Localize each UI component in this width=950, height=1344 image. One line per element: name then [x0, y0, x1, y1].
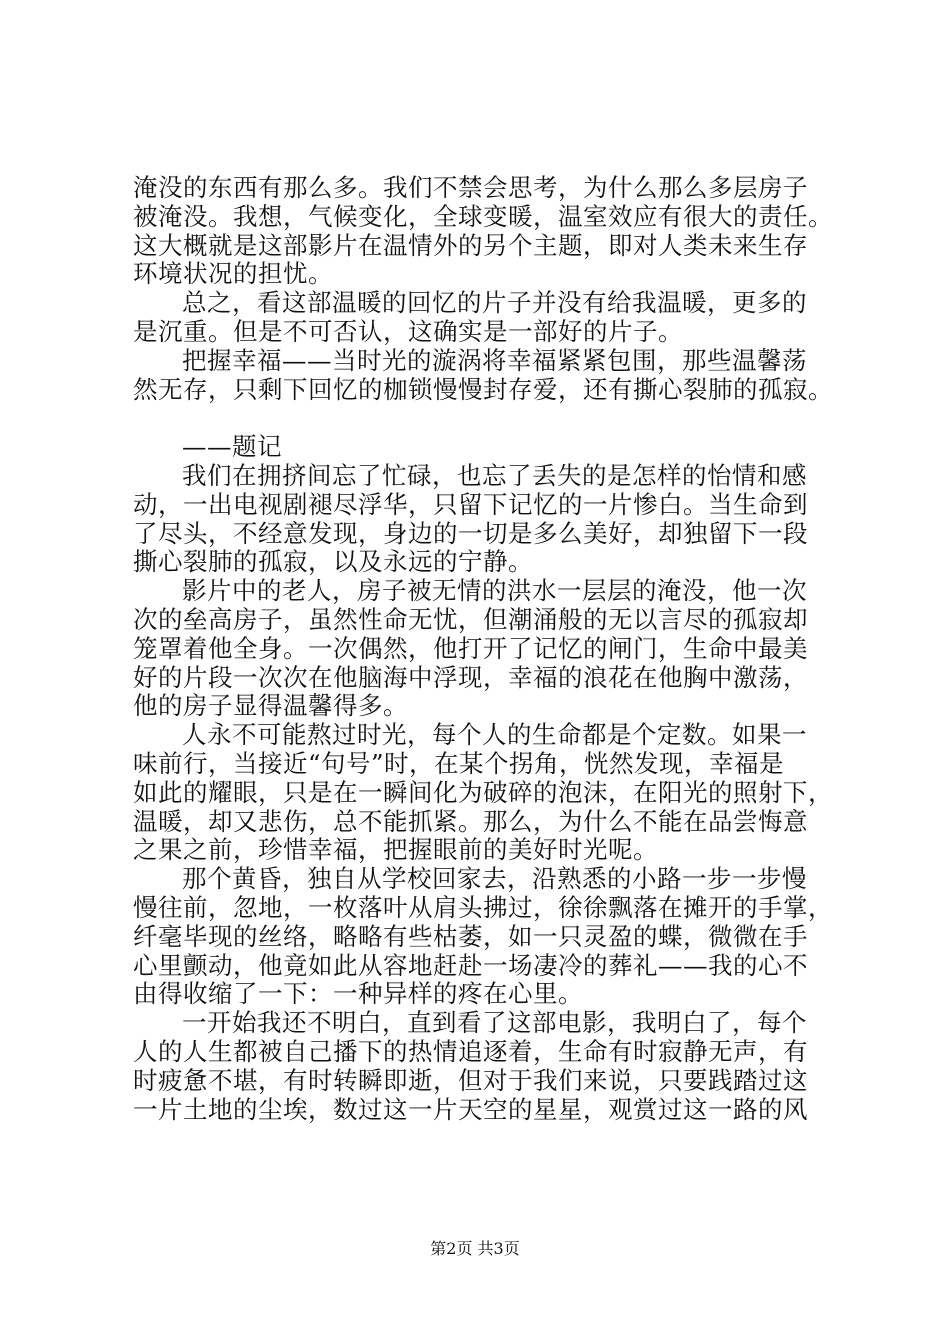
text-line: 把握幸福——当时光的漩涡将幸福紧紧包围，那些温馨荡: [182, 345, 807, 375]
text-line: 人的人生都被自己播下的热情追逐着，生命有时寂静无声，有: [133, 1036, 808, 1066]
text-line: 笼罩着他全身。一次偶然，他打开了记忆的闸门，生命中最美: [133, 633, 808, 663]
text-line: 心里颤动，他竟如此从容地赶赴一场凄冷的葬礼——我的心不: [133, 950, 808, 980]
text-line: 了尽头，不经意发现，身边的一切是多么美好，却独留下一段: [133, 518, 808, 548]
page-footer: 第2页 共3页: [430, 1239, 520, 1258]
text-line: 我们在拥挤间忘了忙碌，也忘了丢失的是怎样的怡情和感: [182, 460, 807, 490]
text-line: 动，一出电视剧褪尽浮华，只留下记忆的一片惨白。当生命到: [133, 489, 808, 519]
text-line: 纤毫毕现的丝络，略略有些枯萎，如一只灵盈的蝶，微微在手: [133, 921, 808, 951]
text-line: 那个黄昏，独自从学校回家去，沿熟悉的小路一步一步慢: [182, 864, 807, 894]
text-line: 时疲惫不堪，有时转瞬即逝，但对于我们来说，只要践踏过这: [133, 1065, 808, 1095]
text-line: 淹没的东西有那么多。我们不禁会思考，为什么那么多层房子: [133, 173, 808, 202]
text-line: ——题记: [182, 432, 282, 462]
text-line: 温暖，却又悲伤，总不能抓紧。那么，为什么不能在品尝悔意: [133, 806, 808, 836]
text-line: 影片中的老人，房子被无情的洪水一层层的淹没，他一次: [182, 576, 807, 606]
text-line: 由得收缩了一下：一种异样的疼在心里。: [133, 979, 583, 1009]
text-line: 慢往前，忽地，一枚落叶从肩头拂过，徐徐飘落在摊开的手掌，: [133, 892, 833, 922]
text-line: 他的房子显得温馨得多。: [133, 691, 408, 721]
text-line: 环境状况的担忧。: [133, 259, 333, 289]
text-line: 次的垒高房子，虽然性命无忧，但潮涌般的无以言尽的孤寂却: [133, 604, 808, 634]
text-line: 一开始我还不明白，直到看了这部电影，我明白了，每个: [182, 1008, 807, 1038]
text-line: 一片土地的尘埃，数过这一片天空的星星，观赏过这一路的风: [133, 1094, 808, 1124]
text-line: 之果之前，珍惜幸福，把握眼前的美好时光呢。: [133, 835, 658, 865]
text-line: 味前行，当接近“句号”时，在某个拐角，恍然发现，幸福是: [133, 748, 785, 778]
document-body: [133, 174, 833, 1124]
text-line: 好的片段一次次在他脑海中浮现，幸福的浪花在他胸中激荡，: [133, 662, 808, 692]
text-line: 是沉重。但是不可否认，这确实是一部好的片子。: [133, 316, 683, 346]
blank-line: [133, 404, 833, 433]
text-line: 然无存，只剩下回忆的枷锁慢慢封存爱，还有撕心裂肺的孤寂。: [133, 374, 833, 404]
text-line: 人永不可能熬过时光，每个人的生命都是个定数。如果一: [182, 720, 807, 750]
text-line: 这大概就是这部影片在温情外的另个主题，即对人类未来生存: [133, 230, 808, 260]
text-line: 撕心裂肺的孤寂，以及永远的宁静。: [133, 547, 533, 577]
text-line: 如此的耀眼，只是在一瞬间化为破碎的泡沫，在阳光的照射下，: [133, 777, 833, 807]
text-line: 总之，看这部温暖的回忆的片子并没有给我温暖，更多的: [182, 288, 807, 318]
text-line: 被淹没。我想，气候变化，全球变暖，温室效应有很大的责任。: [133, 201, 833, 231]
